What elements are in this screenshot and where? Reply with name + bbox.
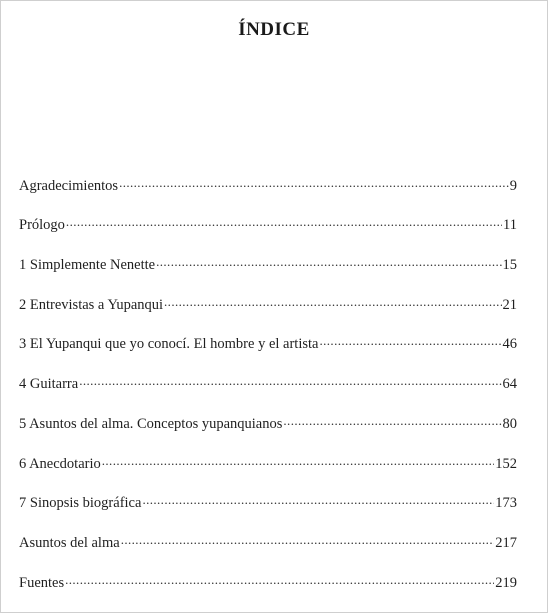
toc-entry-label: 4 Guitarra <box>19 376 79 393</box>
toc-entry-label: Fuentes <box>19 574 65 591</box>
toc-entry-page: 80 <box>502 415 517 432</box>
toc-entry-label: Agradecimientos <box>19 177 119 194</box>
toc-entry-label: 2 Entrevistas a Yupanqui <box>19 296 164 313</box>
toc-entry <box>19 552 517 592</box>
toc-entry <box>19 473 517 513</box>
toc-entry-page: 64 <box>502 376 517 393</box>
dot-leader <box>156 256 501 274</box>
dot-leader <box>102 455 495 473</box>
toc-entry-page: 21 <box>502 296 517 313</box>
dot-leader <box>319 335 501 353</box>
toc-entry-label: 3 El Yupanqui que yo conocí. El hombre y el artista <box>19 336 319 353</box>
toc-entry-page: 219 <box>495 574 517 591</box>
page-title: ÍNDICE <box>238 19 310 40</box>
dot-leader <box>119 177 509 195</box>
dot-leader <box>142 494 494 512</box>
toc-entry <box>19 393 517 433</box>
toc-entry <box>19 155 517 195</box>
dot-leader <box>65 574 494 592</box>
toc-entry <box>19 512 517 552</box>
dot-leader <box>164 296 501 314</box>
toc-entry <box>19 234 517 274</box>
toc-entry-page: 173 <box>495 495 517 512</box>
dot-leader <box>66 216 502 234</box>
toc-entry-page: 11 <box>503 217 517 234</box>
toc-entry-page: 9 <box>509 177 517 194</box>
toc-entry-page: 152 <box>495 455 517 472</box>
table-of-contents <box>19 155 517 592</box>
toc-entry <box>19 353 517 393</box>
toc-entry-label: Prólogo <box>19 217 65 234</box>
toc-entry <box>19 195 517 235</box>
toc-entry-label: 1 Simplemente Nenette <box>19 257 156 274</box>
toc-entry-label: 6 Anecdotario <box>19 455 101 472</box>
toc-entry-page: 217 <box>495 534 517 551</box>
toc-entry-label: 7 Sinopsis biográfica <box>19 495 142 512</box>
toc-entry-label: Asuntos del alma <box>19 534 120 551</box>
toc-entry-label: 5 Asuntos del alma. Conceptos yupanquianos <box>19 415 283 432</box>
dot-leader <box>121 534 495 552</box>
dot-leader <box>283 415 501 433</box>
toc-entry <box>19 314 517 354</box>
toc-entry <box>19 274 517 314</box>
dot-leader <box>79 375 501 393</box>
toc-entry-page: 15 <box>502 257 517 274</box>
toc-entry-page: 46 <box>502 336 517 353</box>
toc-entry <box>19 433 517 473</box>
